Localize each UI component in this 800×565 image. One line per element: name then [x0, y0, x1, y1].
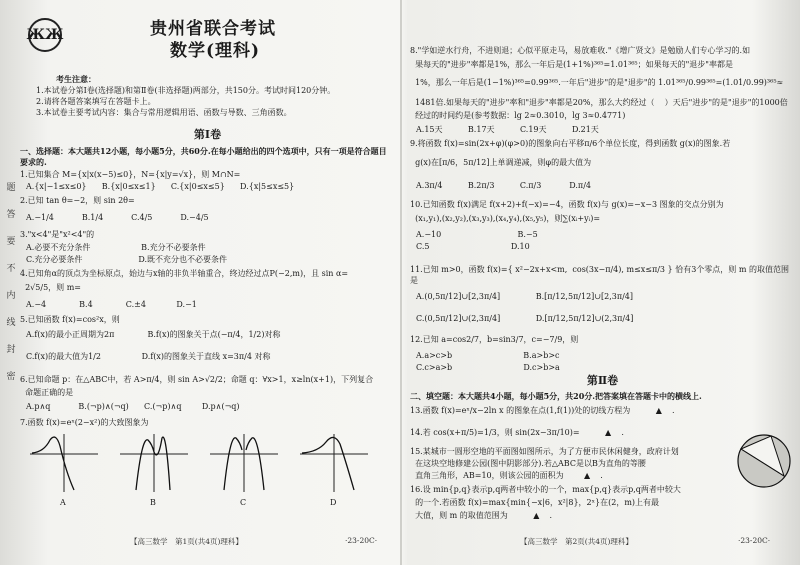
exam-logo: ЖЖ	[28, 18, 62, 52]
footer-right: 【高三数学 第2页(共4页)理科】	[520, 537, 633, 546]
seal-char: 封	[6, 345, 16, 355]
seal-char: 要	[6, 237, 16, 247]
question-16: 16.设 min{p,q}表示p,q两者中较小的一个，max{p,q}表示p,q两者中较大	[410, 485, 681, 494]
question-15-cont2: 直角三角形，AB=10，则该公园的面积为 ▲ .	[410, 471, 603, 480]
part2-heading: 第Ⅱ卷	[586, 374, 619, 387]
options-11b: C.(0,5π/12]∪(2,3π/4] D.[π/12,5π/12]∪(2,3π/4]	[416, 314, 634, 323]
question-15: 15.某城市一圆形空地的平面图如图所示，为了方便市民休闲健身，政府计划	[410, 447, 679, 456]
options-3b: C.充分必要条件 D.既不充分也不必要条件	[26, 255, 227, 264]
seal-char: 线	[6, 318, 16, 328]
exam-title: 贵州省联合考试	[150, 19, 276, 39]
options-12a: A.a>c>b B.a>b>c	[416, 351, 560, 360]
question-6: 6.已知命题 p：在△ABC中，若 A>π/4，则 sin A>√2/2；命题 q：∀x>1，x≥ln(x+1)，下列复合	[20, 375, 374, 384]
graph-option-b	[118, 432, 190, 494]
question-11: 11.已知 m>0，函数 f(x)={ x²−2x+x<m, cos(3x−π/4), m≤x≤π/3 } 恰有3个零点，则 m 的取值范围是	[410, 265, 789, 285]
notice-item: 3.本试卷主要考试内容：集合与常用逻辑用语、函数与导数、三角函数。	[36, 108, 292, 117]
footer-left: 【高三数学 第1页(共4页)理科】	[130, 537, 243, 546]
notice-item: 2.请将各题答案填写在答题卡上。	[36, 97, 156, 106]
circle-park-diagram	[735, 432, 793, 490]
question-16-cont2: 大值，则 m 的取值范围为 ▲ .	[410, 511, 553, 520]
graph-label-d: D	[330, 498, 337, 507]
seal-char: 不	[6, 264, 16, 274]
question-1: 1.已知集合 M={x|x(x−5)≤0}，N={x|y=√x}，则 M∩N=	[20, 170, 241, 179]
question-4: 4.已知角α的顶点为坐标原点，始边与x轴的非负半轴重合，终边经过点P(−2,m)，且 sin α=	[20, 269, 349, 278]
options-12b: C.c>a>b D.c>b>a	[416, 363, 560, 372]
question-10: 10.已知函数 f(x)满足 f(x+2)+f(−x)=−4，函数 f(x)与 g(x)=−x−3 图象的交点分别为	[410, 200, 724, 209]
seal-char: 密	[6, 372, 16, 382]
options-1: A.{x|−1≤x≤0} B.{x|0≤x≤1} C.{x|0≤x≤5} D.{x|5≤x≤5}	[26, 182, 295, 191]
footer-left-code: ·23-20C·	[345, 536, 378, 545]
seal-char: 题	[6, 183, 16, 193]
options-2: A.−1/4 B.1/4 C.4/5 D.−4/5	[26, 213, 209, 222]
question-5: 5.已知函数 f(x)=cos²x，则	[20, 315, 120, 324]
options-5a: A.f(x)的最小正周期为2π B.f(x)的图象关于点(−π/4，1/2)对称	[26, 330, 281, 339]
part1-heading: 第Ⅰ卷	[193, 128, 222, 141]
graph-option-c	[208, 432, 280, 494]
graph-option-d	[298, 432, 370, 494]
graph-label-b: B	[150, 498, 156, 507]
question-9-cont: g(x)在[π/6，5π/12]上单调递减，则φ的最大值为	[410, 158, 592, 167]
notice-title: 考生注意：	[56, 74, 96, 84]
options-10a: A.−10 B.−5	[416, 230, 538, 239]
part1-instruction: 一、选择题：本大题共12小题，每小题5分，共60分.在每小题给出的四个选项中，只有一项是符合题目要求的.	[20, 146, 387, 167]
question-8-line5: 经过的时间约是(参考数据：lg 2≈0.3010，lg 3≈0.4771)	[410, 111, 626, 120]
question-10-cont: (x₁,y₁),(x₂,y₂),(x₃,y₃),(x₄,y₄),(x₅,y₅)，则∑(xᵢ+yᵢ)=	[410, 214, 601, 223]
question-8-line4: 1481倍.如果每天的"进步"率和"退步"率都是20%，那么大约经过（ ）天后"进步"的是"退步"的1000倍	[410, 98, 788, 107]
question-13: 13.函数 f(x)=eˣ/x−2ln x 的图象在点(1,f(1))处的切线方程为 ▲ .	[410, 406, 675, 415]
question-15-cont: 在这块空地修建公园(图中阴影部分).若△ABC是以B为直角的等腰	[410, 459, 646, 468]
footer-right-code: ·23-20C·	[738, 536, 771, 545]
options-6: A.p∧q B.(¬p)∧(¬q) C.(¬p)∧q D.p∧(¬q)	[26, 402, 240, 411]
question-8-line2: 果每天的"进步"率都是1%，那么一年后是(1+1%)³⁶⁵=1.01³⁶⁵；如果每天的"退步"率都是	[410, 60, 733, 69]
options-3a: A.必要不充分条件 B.充分不必要条件	[26, 243, 206, 252]
question-16-cont: 的一个.若函数 f(x)=max{min{−x|6，x²|8}，2ˣ}在(2，m)上有最	[410, 498, 660, 507]
question-7: 7.函数 f(x)=eˣ(2−x²)的大致图象为	[20, 418, 149, 427]
seal-line-labels	[4, 175, 18, 391]
page-fold	[400, 0, 402, 565]
question-8: 8."学如逆水行舟，不进则退；心似平原走马，易放难收."《增广贤文》是勉励人们专心学习的.如	[410, 46, 751, 55]
question-4-cont: 2√5/5，则 m=	[20, 283, 81, 292]
options-9: A.3π/4 B.2π/3 C.π/3 D.π/4	[416, 181, 591, 190]
options-11a: A.(0,5π/12]∪[2,3π/4] B.[π/12,5π/12]∪[2,3π/4]	[416, 292, 634, 301]
graph-label-c: C	[240, 498, 247, 507]
seal-char: 内	[6, 291, 16, 301]
options-4: A.−4 B.4 C.±4 D.−1	[26, 300, 197, 309]
question-8-line3: 1%，那么一年后是(1−1%)³⁶⁵=0.99³⁶⁵.一年后"进步"的是"退步"的 1.01³⁶⁵/0.99³⁶⁵=(1.01/0.99)³⁶⁵≈	[410, 78, 784, 87]
question-3: 3."x<4"是"x²<4"的	[20, 230, 95, 239]
options-8: A.15天 B.17天 C.19天 D.21天	[416, 125, 599, 134]
seal-char: 答	[6, 210, 16, 220]
graph-option-a	[28, 432, 100, 494]
options-5b: C.f(x)的最大值为1/2 D.f(x)的图象关于直线 x=3π/4 对称	[26, 352, 271, 361]
options-10b: C.5 D.10	[416, 242, 530, 251]
notice-item: 1.本试卷分第Ⅰ卷(选择题)和第Ⅱ卷(非选择题)两部分，共150分。考试时间120分钟。	[36, 86, 336, 95]
question-2: 2.已知 tan θ=−2，则 sin 2θ=	[20, 196, 135, 205]
graph-label-a: A	[60, 498, 66, 507]
exam-subject: 数学(理科)	[170, 41, 261, 61]
question-6-cont: 命题正确的是	[20, 388, 74, 397]
part2-instruction: 二、填空题：本大题共4小题，每小题5分，共20分.把答案填在答题卡中的横线上.	[410, 391, 702, 401]
question-9: 9.将函数 f(x)=sin(2x+φ)(φ>0)的图象向右平移π/6个单位长度，得到函数 g(x)的图象.若	[410, 139, 731, 148]
question-14: 14.若 cos(x+π/5)=1/3，则 sin(2x−3π/10)= ▲ .	[410, 428, 624, 437]
question-12: 12.已知 a=cos2/7，b=sin3/7，c=−7/9，则	[410, 335, 579, 344]
